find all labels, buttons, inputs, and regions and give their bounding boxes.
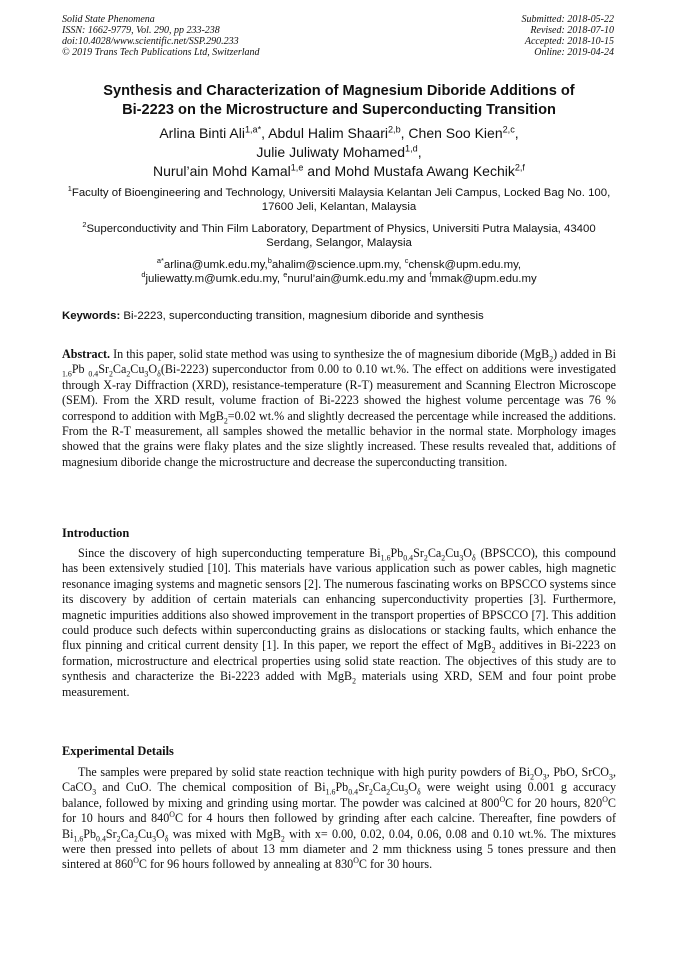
header-left bbox=[62, 14, 260, 58]
subscript: 3 bbox=[459, 553, 464, 563]
email-6[interactable]: mmak@upm.edu.my bbox=[431, 273, 537, 285]
email-4-sup: d bbox=[141, 270, 146, 280]
subscript: 2 bbox=[386, 787, 391, 797]
author-list: Arlina Binti Ali$^{1,a*}$, Abdul Halim Shaari$^{2,b}$, Chen Soo Kien$^{2,c}$, Julie Juliwaty Mohamed$^{1,d}$, Nurul’ain Mohd Kamal$^{1,e}$ and Mohd Mustafa Awang Kechik$^{2,f}$ bbox=[153, 124, 525, 179]
intro-text: materials using XRD, SEM and four point probe measurement. bbox=[62, 669, 616, 699]
exp-text: C for 96 hours followed by annealing at 830 bbox=[138, 857, 354, 872]
subscript: 3 bbox=[542, 772, 547, 782]
subscript: 3 bbox=[92, 787, 97, 797]
affiliation-2 bbox=[62, 222, 616, 250]
affiliation-1 bbox=[62, 186, 616, 214]
superscript: O bbox=[133, 856, 139, 866]
exp-text: O bbox=[156, 826, 165, 841]
author-3: Chen Soo Kien bbox=[408, 125, 503, 141]
email-6-sup: f bbox=[429, 270, 432, 280]
abstract-text: (Bi-2223) superconductor from 0.00 to 0.10 wt.%. The effect on additions were investigated through X-ray Diffraction (XRD), resistance-temperature (R-T) measurement and Scanning Electron Microscope (SEM). From the XRD result, volume fraction of Bi-2223 showed the highest volume percentage was 76 % correspond to addition with MgB bbox=[62, 362, 616, 423]
author-and: and bbox=[307, 163, 331, 179]
affiliation-2-sup: 2 bbox=[82, 220, 87, 230]
subscript: 2 bbox=[116, 834, 121, 844]
exp-text: and CuO. The chemical composition of Bi bbox=[96, 780, 326, 795]
exp-text: were weight using 0.001 g accuracy balance, followed by mixing and grinding using mortar. The powder was calcined at 800 bbox=[62, 780, 616, 810]
exp-text: , PbO, SrCO bbox=[546, 765, 610, 779]
subscript: 2 bbox=[491, 645, 496, 655]
subscript: 1.6 bbox=[62, 369, 72, 379]
abstract-text: ) added in Bi bbox=[553, 347, 616, 361]
abstract-text: In this paper, solid state method was using to synthesize the of magnesium diboride (MgB bbox=[113, 347, 550, 361]
subscript: δ bbox=[164, 834, 169, 844]
subscript: 2 bbox=[530, 772, 535, 782]
intro-text: Ca bbox=[427, 546, 442, 560]
email-1-sup: a* bbox=[156, 256, 164, 266]
exp-text: C for 20 hours, 820 bbox=[505, 795, 603, 810]
experimental-paragraph bbox=[62, 765, 616, 873]
intro-text: Pb bbox=[390, 546, 404, 560]
doi: doi:10.4028/www.scientific.net/SSP.290.233 bbox=[62, 36, 239, 47]
subscript: δ bbox=[471, 553, 476, 563]
author-5-sup: 1,e bbox=[290, 162, 304, 173]
superscript: O bbox=[602, 794, 608, 804]
exp-text: C for 4 hours then followed by grinding after each calcine. Thereafter, fine powders of Bi bbox=[62, 811, 617, 841]
email-2-sup: b bbox=[267, 256, 272, 266]
issn: ISSN: 1662-9779, Vol. 290, pp 233-238 bbox=[62, 25, 220, 36]
paper-title bbox=[40, 82, 638, 120]
exp-text: Ca bbox=[120, 826, 135, 841]
exp-text: O bbox=[534, 765, 543, 779]
author-4-sup: 1,d bbox=[405, 143, 418, 154]
introduction-paragraph bbox=[62, 546, 616, 700]
email-list bbox=[62, 258, 616, 286]
subscript: 2 bbox=[549, 354, 554, 364]
affiliation-2-text: Superconductivity and Thin Film Laboratory, Department of Physics, Universiti Putra Malaysia, 43400 Serdang, Selangor, Malaysia bbox=[86, 223, 596, 249]
subscript: 0.4 bbox=[96, 834, 106, 844]
email-3-sup: c bbox=[404, 256, 409, 266]
abstract-text: O bbox=[148, 362, 158, 377]
abstract-text: Ca bbox=[112, 362, 127, 377]
revised-date: Revised: 2018-07-10 bbox=[530, 25, 614, 36]
exp-text: was mixed with MgB bbox=[168, 826, 281, 841]
subscript: 3 bbox=[609, 772, 613, 782]
keywords bbox=[62, 309, 616, 323]
subscript: 2 bbox=[108, 369, 113, 379]
author-5: Nurul’ain Mohd Kamal bbox=[153, 163, 291, 179]
author-2-sup: 2,b bbox=[387, 124, 401, 135]
subscript: 2 bbox=[352, 676, 357, 686]
author-1: Arlina Binti Ali bbox=[159, 125, 245, 141]
author-2: Abdul Halim Shaari bbox=[268, 125, 388, 141]
subscript: δ bbox=[157, 369, 161, 379]
submitted-date: Submitted: 2018-05-22 bbox=[521, 14, 614, 25]
title-line-2: Bi-2223 on the Microstructure and Superconducting Transition bbox=[122, 102, 556, 118]
subscript: 2 bbox=[134, 834, 138, 844]
exp-text: Cu bbox=[137, 826, 153, 841]
abstract-text: Cu bbox=[130, 362, 145, 377]
email-5[interactable]: nurul’ain@umk.edu.my and bbox=[287, 273, 427, 285]
subscript: 1.6 bbox=[325, 787, 336, 797]
copyright: © 2019 Trans Tech Publications Ltd, Switzerland bbox=[62, 47, 260, 58]
subscript: 2 bbox=[423, 553, 428, 563]
exp-text: Sr bbox=[105, 826, 117, 841]
subscript: 3 bbox=[144, 369, 149, 379]
subscript: 2 bbox=[126, 369, 131, 379]
intro-text: additives in Bi-2223 on formation, microstructure and electrical properties using solid state reaction. The objectives of this study are to synthesis and characterize the Bi-2223 added with MgB bbox=[62, 638, 616, 684]
exp-text: Cu bbox=[390, 780, 405, 795]
email-2[interactable]: ahalim@science.upm.my, bbox=[271, 259, 402, 271]
subscript: δ bbox=[416, 787, 421, 797]
intro-text: Since the discovery of high superconducting temperature Bi bbox=[78, 546, 381, 560]
exp-text: O bbox=[408, 780, 417, 795]
abstract bbox=[62, 347, 616, 470]
superscript: O bbox=[169, 810, 175, 820]
subscript: 0.4 bbox=[88, 369, 99, 379]
journal-name: Solid State Phenomena bbox=[62, 14, 155, 25]
accepted-date: Accepted: 2018-10-15 bbox=[524, 36, 614, 47]
abstract-text: =0.02 wt.% and slightly decreased the percentage while increased the additions. From the R-T measurement, all samples showed the metallic behavior in the normal state. Morphology images showed that the grains were flaky plates and the size slightly increased. These results revealed that, additions of magnesium diboride change the microstructure and decrease the superconducting transition. bbox=[62, 408, 616, 469]
email-1[interactable]: arlina@umk.edu.my, bbox=[163, 259, 268, 271]
exp-text: Pb bbox=[335, 780, 349, 795]
author-1-sup: 1,a* bbox=[244, 124, 262, 135]
intro-text: (BPSCCO), this compound has been extensively studied [10]. This materials have various application such as power cables, high magnetic resonance imaging systems and magnetic sensors [2]. The numerous fascinating works on BPSCCO systems since its discovery by addition of certain materials can enhancing superconductivity properties [3]. Furthermore, magnetic impurities additions also showed improvement in the transport properties of BPSCCO [7]. This addition could produce such defects within superconducting grains as dislocations or stacking faults, which enhance the flux pinning and critical current density [1]. In this paper, we report the effect of MgB bbox=[62, 546, 616, 653]
subscript: 0.4 bbox=[403, 553, 414, 563]
subscript: 2 bbox=[441, 553, 446, 563]
email-3[interactable]: chensk@upm.edu.my, bbox=[408, 259, 522, 271]
online-date: Online: 2019-04-24 bbox=[534, 47, 614, 58]
superscript: O bbox=[499, 794, 506, 804]
header-right bbox=[522, 14, 615, 58]
email-5-sup: e bbox=[283, 270, 288, 280]
title-line-1: Synthesis and Characterization of Magnesium Diboride Additions of bbox=[103, 83, 575, 99]
author-3-sup: 2,c bbox=[502, 124, 515, 135]
exp-text: The samples were prepared by solid state reaction technique with high purity powders of Bi bbox=[78, 765, 531, 779]
subscript: 2 bbox=[280, 834, 285, 844]
subscript: 2 bbox=[368, 787, 373, 797]
abstract-text: Sr bbox=[98, 362, 109, 377]
keywords-label: Keywords: bbox=[62, 310, 121, 322]
subscript: 3 bbox=[152, 834, 157, 844]
subscript: 1.6 bbox=[73, 834, 84, 844]
subscript: 2 bbox=[223, 416, 228, 426]
affiliation-1-sup: 1 bbox=[67, 184, 72, 194]
email-4[interactable]: juliewatty.m@umk.edu.my, bbox=[145, 273, 281, 285]
intro-text: Sr bbox=[413, 546, 424, 560]
exp-text: C for 30 hours. bbox=[358, 857, 433, 872]
intro-text: O bbox=[463, 546, 472, 560]
experimental-heading: Experimental Details bbox=[62, 744, 174, 758]
exp-text: C for 10 hours and 840 bbox=[62, 795, 616, 826]
superscript: O bbox=[353, 856, 359, 866]
exp-text: Ca bbox=[372, 780, 387, 795]
exp-text: with x= 0.00, 0.02, 0.04, 0.06, 0.08 and 0.10 wt.%. The mixtures were then pressed into pellets of about 13 mm diameter and 2 mm thickness using 5 tones pressure and then sintered at 860 bbox=[62, 826, 617, 872]
subscript: 1.6 bbox=[380, 553, 391, 563]
exp-text: , CaCO bbox=[62, 765, 616, 795]
subscript: 3 bbox=[404, 787, 409, 797]
subscript: 0.4 bbox=[348, 787, 359, 797]
author-6-sup: 2,f bbox=[514, 162, 525, 173]
affiliation-1-text: Faculty of Bioengineering and Technology, Universiti Malaysia Kelantan Jeli Campus, Locked Bag No. 100, 17600 Jeli, Kelantan, Malaysia bbox=[71, 187, 611, 213]
keywords-text: Bi-2223, superconducting transition, magnesium diboride and synthesis bbox=[123, 310, 484, 322]
exp-text: Sr bbox=[358, 780, 369, 795]
author-6: Mohd Mustafa Awang Kechik bbox=[334, 163, 515, 179]
introduction-heading: Introduction bbox=[62, 526, 130, 540]
author-4: Julie Juliwaty Mohamed bbox=[256, 144, 406, 160]
intro-text: Cu bbox=[445, 546, 460, 560]
abstract-text: Pb bbox=[71, 362, 85, 377]
exp-text: Pb bbox=[83, 826, 97, 841]
abstract-label: Abstract. bbox=[62, 347, 111, 361]
